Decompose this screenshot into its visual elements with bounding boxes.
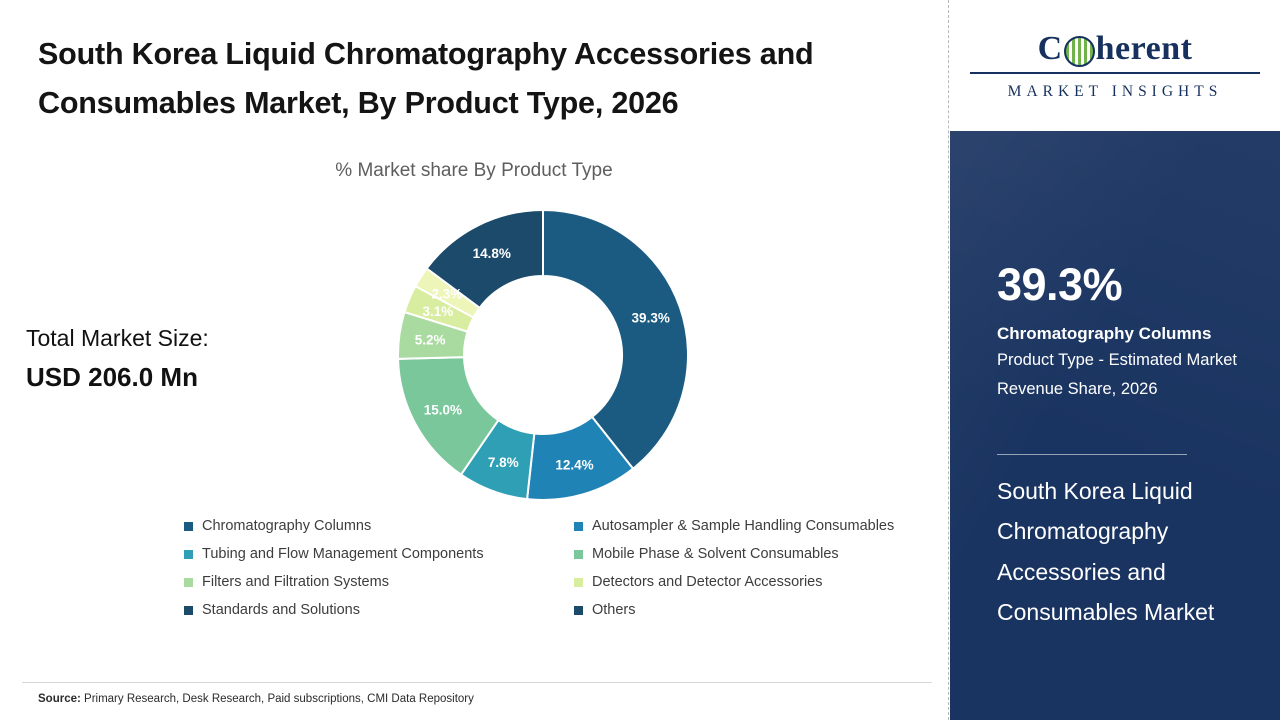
- legend-item-tubing-and-flow-management-components: [184, 546, 574, 562]
- legend-label: Tubing and Flow Management Components: [202, 546, 484, 562]
- donut-slice-label: 5.2%: [414, 332, 446, 348]
- legend-swatch-icon: [184, 578, 193, 587]
- highlight-description: Product Type - Estimated Market Revenue Share, 2026: [997, 351, 1237, 398]
- legend-item-mobile-phase-solvent-consumables: [574, 546, 944, 562]
- legend-item-detectors-and-detector-accessories: [574, 574, 944, 590]
- donut-slice-label: 2.3%: [431, 286, 463, 302]
- donut-chart: [398, 210, 688, 500]
- donut-slice-label: 7.8%: [487, 454, 519, 470]
- legend-item-filters-and-filtration-systems: [184, 574, 574, 590]
- highlight-segment: Chromatography Columns: [997, 324, 1212, 343]
- legend-swatch-icon: [574, 606, 583, 615]
- legend-item-chromatography-columns: [184, 518, 574, 534]
- highlight-market-name: South Korea Liquid Chromatography Accessories and Consumables Market: [997, 478, 1215, 625]
- legend-label: Mobile Phase & Solvent Consumables: [592, 546, 839, 562]
- legend-item-others: [574, 602, 944, 618]
- brand-name-part1: C: [1037, 30, 1063, 67]
- legend-swatch-icon: [184, 550, 193, 559]
- page-title: South Korea Liquid Chromatography Accessories and Consumables Market, By Product Type, 2026: [38, 37, 814, 121]
- brand-divider: [970, 72, 1260, 74]
- legend-swatch-icon: [184, 522, 193, 531]
- chart-legend: [184, 518, 944, 630]
- total-market-size-label: Total Market Size:: [26, 325, 209, 351]
- highlight-value: 39.3%: [997, 259, 1123, 310]
- donut-slice-label: 12.4%: [555, 457, 594, 473]
- legend-row: [184, 602, 944, 618]
- legend-row: [184, 546, 944, 562]
- legend-swatch-icon: [184, 606, 193, 615]
- legend-label: Detectors and Detector Accessories: [592, 574, 823, 590]
- brand-name-part2: herent: [1095, 30, 1193, 67]
- brand-tagline: MARKET INSIGHTS: [1007, 83, 1223, 100]
- legend-item-standards-and-solutions: [184, 602, 574, 618]
- donut-slice-label: 39.3%: [631, 310, 670, 326]
- donut-slice: [543, 210, 688, 469]
- brand-wordmark: [1038, 30, 1193, 68]
- legend-row: [184, 574, 944, 590]
- highlight-card: [950, 131, 1280, 720]
- source-note: [38, 693, 474, 705]
- sidebar-panel: [950, 0, 1280, 720]
- source-divider: [22, 682, 932, 683]
- legend-swatch-icon: [574, 522, 583, 531]
- legend-label: Others: [592, 602, 636, 618]
- legend-item-autosampler-sample-handling-consumables: [574, 518, 944, 534]
- highlight-divider: [997, 454, 1187, 455]
- total-market-size-value: USD 206.0 Mn: [26, 362, 198, 392]
- legend-label: Autosampler & Sample Handling Consumables: [592, 518, 895, 534]
- source-prefix: Source:: [38, 693, 81, 705]
- legend-swatch-icon: [574, 550, 583, 559]
- brand-logo: [950, 0, 1280, 131]
- globe-icon: [1064, 36, 1095, 67]
- chart-subtitle: % Market share By Product Type: [335, 160, 613, 181]
- legend-swatch-icon: [574, 578, 583, 587]
- legend-label: Chromatography Columns: [202, 518, 372, 534]
- source-text: Primary Research, Desk Research, Paid subscriptions, CMI Data Repository: [80, 693, 474, 705]
- donut-slice-label: 3.1%: [422, 303, 454, 319]
- legend-label: Standards and Solutions: [202, 602, 360, 618]
- legend-label: Filters and Filtration Systems: [202, 574, 389, 590]
- donut-svg: [398, 210, 688, 500]
- donut-slice-label: 15.0%: [423, 402, 463, 418]
- donut-slice-label: 14.8%: [472, 246, 511, 262]
- legend-row: [184, 518, 944, 534]
- panel-divider: [948, 0, 949, 720]
